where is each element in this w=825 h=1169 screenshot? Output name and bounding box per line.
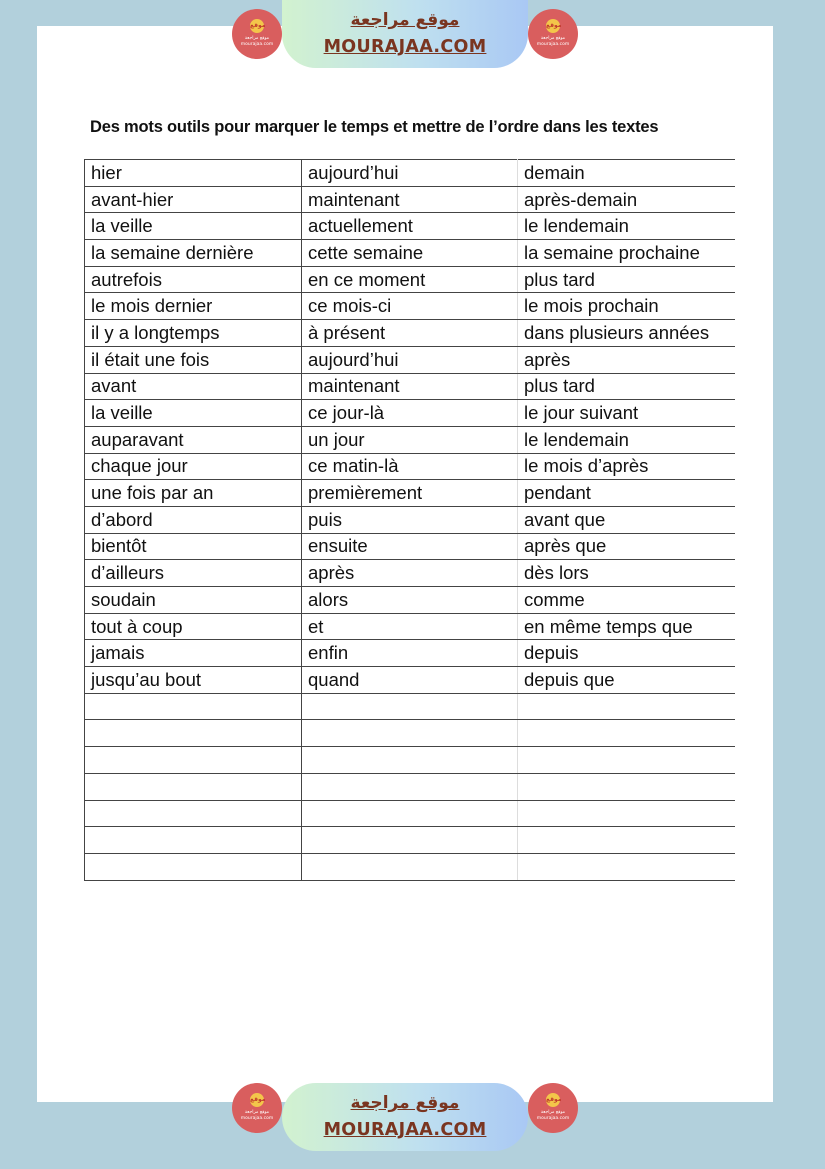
logo-caption-ar: موقع مراجعة bbox=[244, 36, 270, 41]
table-cell: le mois dernier bbox=[85, 293, 302, 320]
table-cell bbox=[302, 720, 518, 747]
table-cell: le jour suivant bbox=[518, 400, 735, 427]
table-row bbox=[85, 827, 735, 854]
table-row bbox=[85, 453, 735, 480]
table-cell bbox=[85, 853, 302, 880]
table-cell: la semaine prochaine bbox=[518, 240, 735, 267]
table-cell bbox=[85, 800, 302, 827]
table-cell: il y a longtemps bbox=[85, 320, 302, 347]
table-row bbox=[85, 613, 735, 640]
table-row bbox=[85, 240, 735, 267]
site-banner-bottom[interactable] bbox=[232, 1083, 578, 1151]
table-cell: plus tard bbox=[518, 373, 735, 400]
table-cell bbox=[302, 773, 518, 800]
table-cell: avant que bbox=[518, 506, 735, 533]
site-name-link[interactable]: MOURAJAA.COM bbox=[323, 37, 487, 57]
time-words-table bbox=[84, 159, 735, 881]
table-cell: avant bbox=[85, 373, 302, 400]
table-cell: la veille bbox=[85, 213, 302, 240]
table-cell: bientôt bbox=[85, 533, 302, 560]
table-cell: demain bbox=[518, 160, 735, 187]
table-cell: la veille bbox=[85, 400, 302, 427]
table-cell: le mois prochain bbox=[518, 293, 735, 320]
table-cell: le lendemain bbox=[518, 213, 735, 240]
table-row bbox=[85, 480, 735, 507]
site-banner-top[interactable] bbox=[232, 0, 578, 68]
table-cell: depuis que bbox=[518, 667, 735, 694]
table-cell: ce mois-ci bbox=[302, 293, 518, 320]
table-cell: à présent bbox=[302, 320, 518, 347]
site-logo-badge bbox=[528, 1083, 578, 1133]
table-cell bbox=[518, 800, 735, 827]
table-cell: maintenant bbox=[302, 186, 518, 213]
table-row bbox=[85, 587, 735, 614]
table-cell: une fois par an bbox=[85, 480, 302, 507]
table-cell: d’abord bbox=[85, 506, 302, 533]
logo-icon: موقع bbox=[250, 19, 264, 33]
table-cell bbox=[302, 800, 518, 827]
table-cell bbox=[518, 773, 735, 800]
table-cell: depuis bbox=[518, 640, 735, 667]
logo-caption-ar: موقع مراجعة bbox=[540, 1110, 566, 1115]
site-name-link[interactable]: MOURAJAA.COM bbox=[323, 1120, 487, 1140]
table-row bbox=[85, 373, 735, 400]
site-logo-badge bbox=[528, 9, 578, 59]
table-cell bbox=[85, 693, 302, 720]
table-cell: le lendemain bbox=[518, 426, 735, 453]
table-cell: après-demain bbox=[518, 186, 735, 213]
table-row bbox=[85, 506, 735, 533]
table-row bbox=[85, 560, 735, 587]
table-cell: un jour bbox=[302, 426, 518, 453]
table-row bbox=[85, 160, 735, 187]
table-row bbox=[85, 266, 735, 293]
table-cell: d’ailleurs bbox=[85, 560, 302, 587]
logo-caption-site: mourajaa.com bbox=[536, 42, 570, 47]
document-heading: Des mots outils pour marquer le temps et mettre de l’ordre dans les textes bbox=[90, 118, 659, 136]
table-cell: auparavant bbox=[85, 426, 302, 453]
table-cell: en ce moment bbox=[302, 266, 518, 293]
table-row bbox=[85, 667, 735, 694]
table-cell: aujourd’hui bbox=[302, 346, 518, 373]
table-row bbox=[85, 186, 735, 213]
table-cell: autrefois bbox=[85, 266, 302, 293]
table-cell: ce jour-là bbox=[302, 400, 518, 427]
logo-caption-ar: موقع مراجعة bbox=[244, 1110, 270, 1115]
table-cell: dès lors bbox=[518, 560, 735, 587]
logo-icon: موقع bbox=[250, 1093, 264, 1107]
table-row bbox=[85, 426, 735, 453]
table-cell: la semaine dernière bbox=[85, 240, 302, 267]
table-cell: quand bbox=[302, 667, 518, 694]
table-cell bbox=[518, 747, 735, 774]
table-cell: comme bbox=[518, 587, 735, 614]
table-row bbox=[85, 720, 735, 747]
table-row bbox=[85, 800, 735, 827]
table-cell: dans plusieurs années bbox=[518, 320, 735, 347]
table-cell: premièrement bbox=[302, 480, 518, 507]
site-logo-badge bbox=[232, 1083, 282, 1133]
logo-caption-ar: موقع مراجعة bbox=[540, 36, 566, 41]
table-cell bbox=[518, 693, 735, 720]
table-cell bbox=[518, 720, 735, 747]
table-row bbox=[85, 533, 735, 560]
table-row bbox=[85, 640, 735, 667]
table-cell: et bbox=[302, 613, 518, 640]
table-cell bbox=[85, 720, 302, 747]
logo-caption-site: mourajaa.com bbox=[536, 1116, 570, 1121]
table-cell: après bbox=[518, 346, 735, 373]
table-row bbox=[85, 853, 735, 880]
table-cell: ce matin-là bbox=[302, 453, 518, 480]
table-cell: le mois d’après bbox=[518, 453, 735, 480]
table-cell: enfin bbox=[302, 640, 518, 667]
table-cell: jusqu’au bout bbox=[85, 667, 302, 694]
table-cell: il était une fois bbox=[85, 346, 302, 373]
table-cell bbox=[302, 693, 518, 720]
table-cell: soudain bbox=[85, 587, 302, 614]
table-row bbox=[85, 346, 735, 373]
table-cell bbox=[85, 773, 302, 800]
table-cell: hier bbox=[85, 160, 302, 187]
table-cell: puis bbox=[302, 506, 518, 533]
table-cell: plus tard bbox=[518, 266, 735, 293]
table-cell: après que bbox=[518, 533, 735, 560]
table-cell: maintenant bbox=[302, 373, 518, 400]
table-cell: ensuite bbox=[302, 533, 518, 560]
table-row bbox=[85, 320, 735, 347]
site-name-pill[interactable] bbox=[282, 1083, 528, 1151]
table-cell bbox=[302, 853, 518, 880]
logo-caption-site: mourajaa.com bbox=[240, 1116, 274, 1121]
table-cell: tout à coup bbox=[85, 613, 302, 640]
table-cell: pendant bbox=[518, 480, 735, 507]
table-cell: jamais bbox=[85, 640, 302, 667]
logo-caption-site: mourajaa.com bbox=[240, 42, 274, 47]
site-name-pill[interactable] bbox=[282, 0, 528, 68]
site-name-arabic[interactable]: موقع مراجعة bbox=[350, 10, 460, 30]
table-cell bbox=[518, 853, 735, 880]
table-cell: cette semaine bbox=[302, 240, 518, 267]
table-cell bbox=[302, 827, 518, 854]
table-cell: chaque jour bbox=[85, 453, 302, 480]
table-cell: alors bbox=[302, 587, 518, 614]
logo-icon: موقع bbox=[546, 1093, 560, 1107]
table-cell: aujourd’hui bbox=[302, 160, 518, 187]
table-cell: avant-hier bbox=[85, 186, 302, 213]
table-row bbox=[85, 747, 735, 774]
table-cell bbox=[85, 827, 302, 854]
table-cell: en même temps que bbox=[518, 613, 735, 640]
table-row bbox=[85, 693, 735, 720]
table-cell: actuellement bbox=[302, 213, 518, 240]
site-logo-badge bbox=[232, 9, 282, 59]
table-cell bbox=[85, 747, 302, 774]
logo-icon: موقع bbox=[546, 19, 560, 33]
table-row bbox=[85, 773, 735, 800]
table-row bbox=[85, 400, 735, 427]
table-row bbox=[85, 213, 735, 240]
table-cell: après bbox=[302, 560, 518, 587]
table-row bbox=[85, 293, 735, 320]
site-name-arabic[interactable]: موقع مراجعة bbox=[350, 1093, 460, 1113]
table-cell bbox=[518, 827, 735, 854]
table-cell bbox=[302, 747, 518, 774]
